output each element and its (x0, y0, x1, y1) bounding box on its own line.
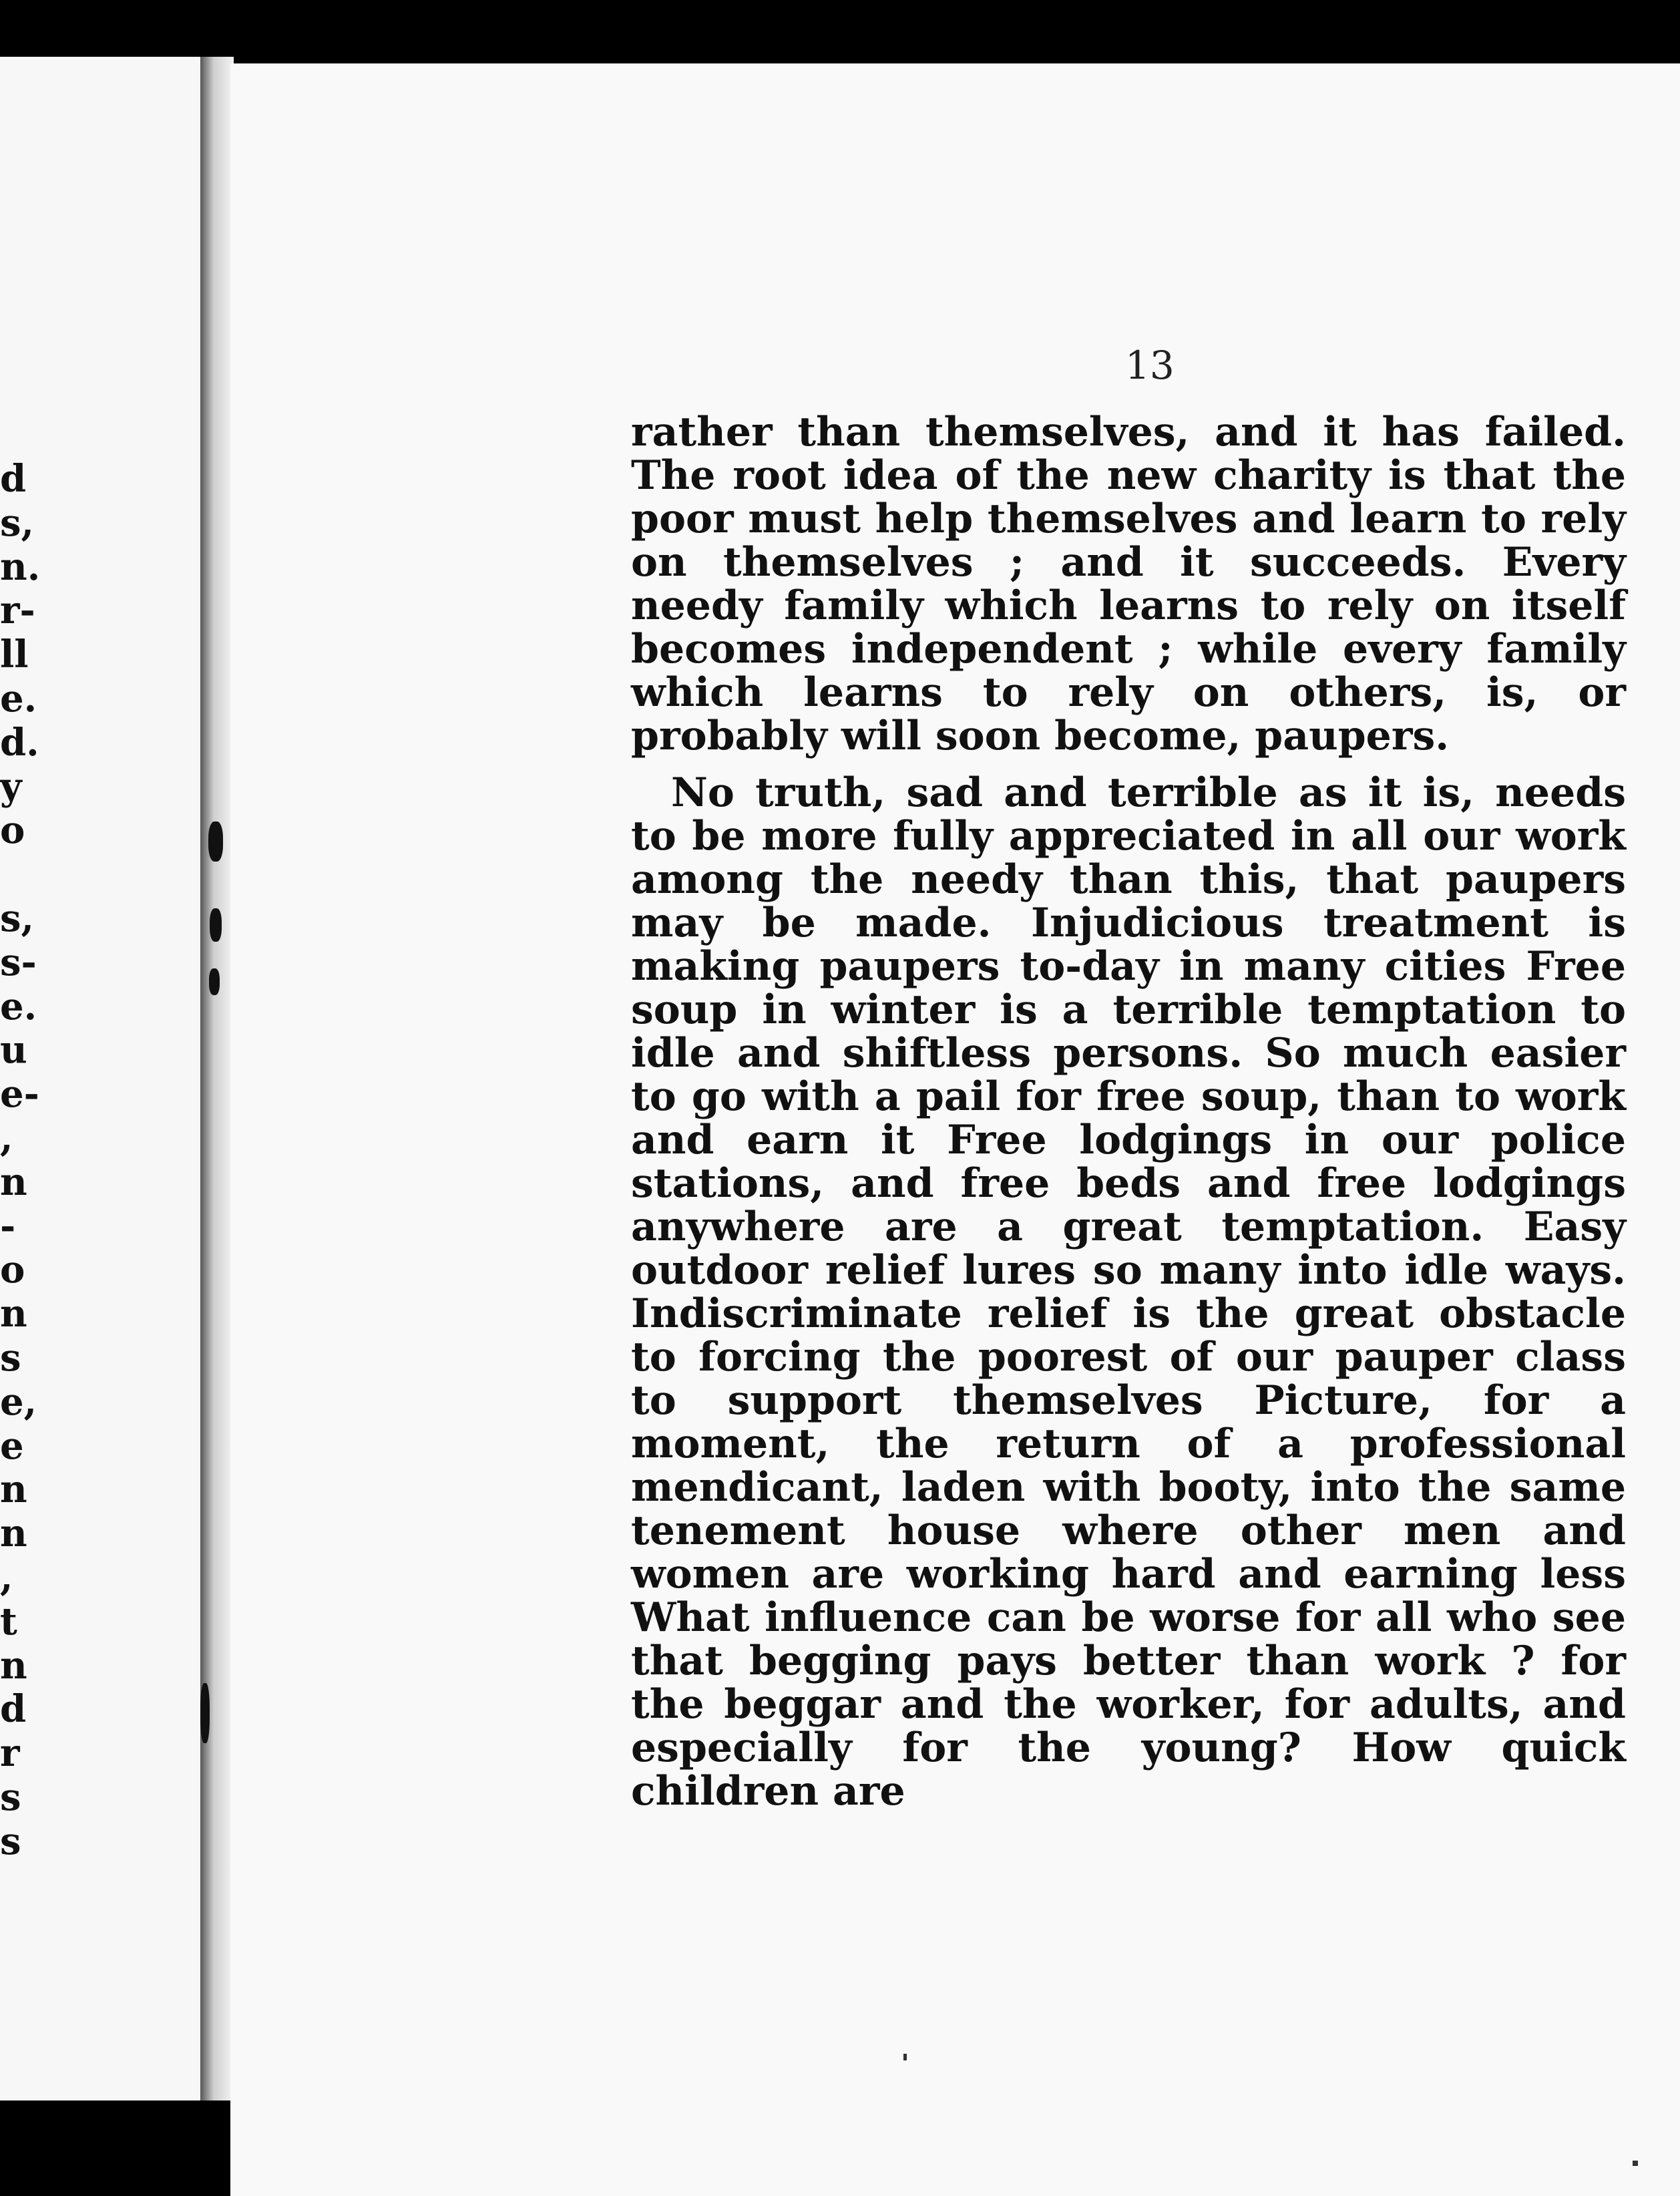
edge-char: s, (0, 896, 35, 940)
facing-page-left (0, 57, 202, 2100)
edge-char: t (0, 1599, 17, 1644)
print-speck (1633, 2161, 1638, 2166)
edge-char: n (0, 1467, 27, 1512)
edge-char: o (0, 808, 25, 853)
edge-char: n. (0, 544, 41, 589)
edge-char: e. (0, 984, 37, 1029)
edge-char: r- (0, 588, 35, 633)
edge-char: s- (0, 940, 37, 984)
binding-thread-mark (210, 908, 222, 942)
edge-char: e- (0, 1072, 39, 1117)
binding-thread-mark (208, 821, 223, 862)
edge-char: e, (0, 1379, 37, 1424)
print-speck (903, 2054, 907, 2060)
edge-char (0, 853, 40, 897)
edge-char: s (0, 1819, 21, 1863)
book-gutter (200, 57, 234, 2100)
edge-char: d (0, 1687, 27, 1732)
binding-thread-mark (200, 1683, 210, 1743)
edge-char: s (0, 1335, 21, 1380)
edge-char: n (0, 1511, 27, 1556)
edge-char: n (0, 1159, 27, 1204)
edge-char: u (0, 1028, 27, 1073)
paragraph: rather than themselves, and it has failed. The root idea of the new charity is that the poor must help themselves and learn to rely on themselves ; and it succeeds. Every needy family which learns to rely on itself becomes independent ; while every family which learns to rely on others, is, or probably will soon become, paupers. (631, 409, 1626, 759)
edge-char: s, (0, 500, 35, 545)
edge-char: d (0, 457, 27, 501)
body-text (631, 411, 1626, 1813)
edge-char: , (0, 1555, 13, 1600)
page-number: 13 (1125, 343, 1175, 388)
edge-char: s (0, 1775, 21, 1819)
edge-char: e (0, 1423, 24, 1468)
edge-char: r (0, 1731, 20, 1776)
facing-page-text-edge (0, 458, 40, 1927)
edge-char: e. (0, 676, 37, 721)
edge-char: o (0, 1248, 25, 1292)
binding-thread-mark (209, 968, 220, 995)
paragraph: No truth, sad and terrible as it is, needs to be more fully appreciated in all our work among the needy than this, that paupers may be made. Injudicious treatment is making paupers to-day in many cities Free soup in winter is a terrible temptation to idle and shiftless persons. So much easier to go with a pail for free soup, than to work and earn it Free lodgings in our police stations, and free beds and free lodgings anywhere are a great temptation. Easy outdoor relief lures so many into idle ways. Indiscriminate relief is the great obstacle to forcing the poorest of our pauper class to support themselves Picture, for a moment, the return of a professional mendicant, laden with booty, into the same tenement house where other men and women are working hard and earning less What influence can be worse for all who see that begging pays better than work ? for the beggar and the worker, for adults, and especially for the young? How quick children are (631, 769, 1626, 1815)
edge-char: , (0, 1115, 13, 1160)
edge-char: d. (0, 720, 39, 765)
edge-char: ll (0, 632, 29, 677)
edge-char: n (0, 1643, 27, 1688)
edge-char: - (0, 1204, 16, 1248)
edge-char: y (0, 764, 22, 809)
edge-char: n (0, 1292, 27, 1336)
page-13 (230, 63, 1680, 2196)
